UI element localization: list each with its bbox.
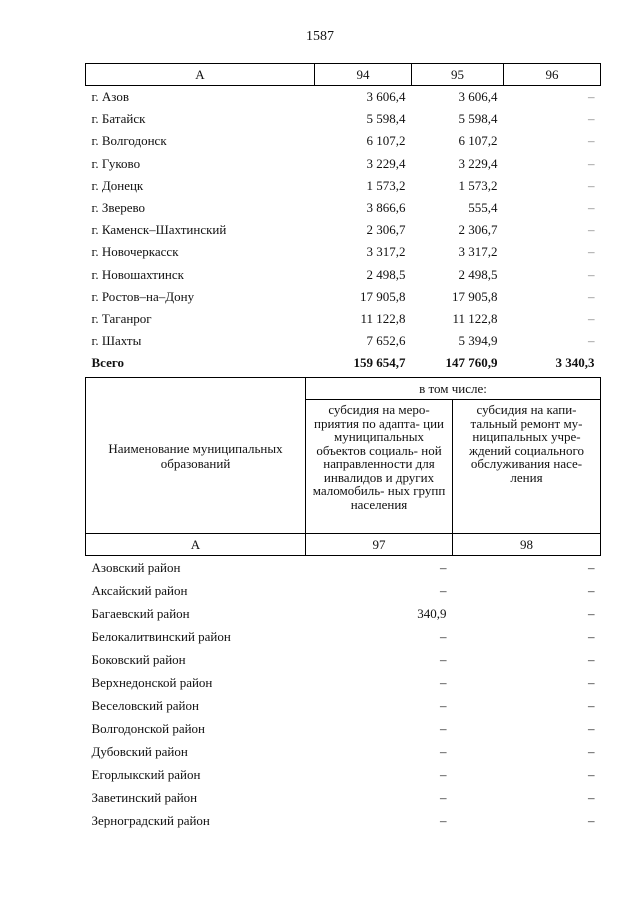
value-95: 555,4	[468, 200, 498, 216]
column-letter-a: А	[86, 534, 306, 556]
value-94: 6 107,2	[366, 133, 406, 149]
table-row	[86, 175, 601, 197]
group-header: в том числе:	[306, 378, 601, 400]
column-header-94: 94	[315, 64, 412, 86]
value-95: 5 598,4	[458, 111, 498, 127]
column-letter-97: 97	[306, 534, 453, 556]
value-97: –	[440, 743, 447, 759]
value-96: –	[588, 244, 595, 260]
value-96: –	[588, 310, 595, 326]
value-98: –	[588, 766, 595, 782]
column-header-98: субсидия на капи- тальный ремонт му- ниципальных учре- ждений социального обслуживания насе- ления	[453, 400, 601, 534]
city-name: г. Зверево	[91, 200, 146, 216]
value-95: 2 498,5	[458, 266, 498, 282]
table-row	[86, 286, 601, 308]
city-name: г. Новочеркасск	[91, 244, 179, 260]
city-name: г. Гуково	[91, 155, 141, 171]
total-label: Всего	[91, 355, 124, 371]
value-97: 340,9	[417, 605, 447, 621]
value-97: –	[440, 628, 447, 644]
value-98: –	[588, 743, 595, 759]
table-row	[86, 763, 601, 786]
table-row	[86, 648, 601, 671]
table-row	[86, 556, 601, 580]
column-header-97: субсидия на меро- приятия по адапта- ции муниципальных объектов социаль- ной направленности для инвалидов и других маломобиль- ных групп населения	[306, 400, 453, 534]
value-95: 3 317,2	[458, 244, 498, 260]
city-name: г. Волгодонск	[91, 133, 167, 149]
value-94: 3 317,2	[366, 244, 406, 260]
city-name: г. Ростов–на–Дону	[91, 288, 195, 304]
value-95: 2 306,7	[458, 222, 498, 238]
district-name: Азовский район	[91, 559, 181, 575]
value-98: –	[588, 697, 595, 713]
value-98: –	[588, 605, 595, 621]
table-row	[86, 717, 601, 740]
value-94: 3 866,6	[366, 200, 406, 216]
city-name: г. Шахты	[91, 333, 142, 349]
district-name: Верхнедонской район	[91, 674, 213, 690]
table-row	[86, 108, 601, 130]
table-row	[86, 579, 601, 602]
table-header-row	[86, 64, 601, 86]
table-row	[86, 625, 601, 648]
value-94: 17 905,8	[360, 288, 406, 304]
table-row	[86, 809, 601, 832]
value-97: –	[440, 766, 447, 782]
district-subsidy-table	[85, 377, 601, 832]
total-value-94: 159 654,7	[353, 355, 406, 371]
table-row	[86, 153, 601, 175]
value-98: –	[588, 559, 595, 575]
district-name: Егорлыкский район	[91, 766, 201, 782]
city-name: г. Азов	[91, 89, 129, 105]
value-97: –	[440, 651, 447, 667]
district-name: Багаевский район	[91, 605, 190, 621]
value-94: 2 498,5	[366, 266, 406, 282]
value-94: 3 606,4	[366, 89, 406, 105]
value-96: –	[588, 177, 595, 193]
district-name: Зерноградский район	[91, 812, 210, 828]
value-94: 5 598,4	[366, 111, 406, 127]
value-98: –	[588, 582, 595, 598]
value-97: –	[440, 720, 447, 736]
table-row	[86, 241, 601, 263]
value-97: –	[440, 674, 447, 690]
value-98: –	[588, 651, 595, 667]
value-94: 3 229,4	[366, 155, 406, 171]
value-96: –	[588, 288, 595, 304]
value-98: –	[588, 628, 595, 644]
value-98: –	[588, 789, 595, 805]
city-subsidy-table	[85, 63, 601, 374]
column-letter-98: 98	[453, 534, 601, 556]
value-95: 6 107,2	[458, 133, 498, 149]
table-row	[86, 86, 601, 109]
value-95: 3 606,4	[458, 89, 498, 105]
district-name: Заветинский район	[91, 789, 198, 805]
value-94: 11 122,8	[360, 310, 406, 326]
table-row	[86, 786, 601, 809]
total-value-96: 3 340,3	[555, 355, 595, 371]
total-value-95: 147 760,9	[445, 355, 498, 371]
city-name: г. Батайск	[91, 111, 146, 127]
district-name: Боковский район	[91, 651, 186, 667]
column-header-96: 96	[504, 64, 601, 86]
table-row	[86, 602, 601, 625]
value-95: 3 229,4	[458, 155, 498, 171]
column-letters-row	[86, 534, 601, 556]
table-row	[86, 308, 601, 330]
value-97: –	[440, 789, 447, 805]
value-94: 7 652,6	[366, 333, 406, 349]
column-header-a: А	[86, 64, 315, 86]
district-name: Дубовский район	[91, 743, 188, 759]
value-96: –	[588, 89, 595, 105]
value-94: 2 306,7	[366, 222, 406, 238]
city-name: г. Таганрог	[91, 310, 152, 326]
value-97: –	[440, 812, 447, 828]
district-name: Волгодонской район	[91, 720, 206, 736]
table-row	[86, 197, 601, 219]
page-number: 1587	[306, 29, 334, 44]
group-header-row	[86, 378, 601, 400]
district-name: Аксайский район	[91, 582, 188, 598]
city-name: г. Новошахтинск	[91, 266, 184, 282]
value-98: –	[588, 674, 595, 690]
table-row	[86, 694, 601, 717]
value-97: –	[440, 559, 447, 575]
value-95: 5 394,9	[458, 333, 498, 349]
total-row	[86, 352, 601, 374]
value-96: –	[588, 133, 595, 149]
value-96: –	[588, 155, 595, 171]
table-row	[86, 330, 601, 352]
value-96: –	[588, 222, 595, 238]
city-name: г. Донецк	[91, 177, 144, 193]
value-98: –	[588, 720, 595, 736]
value-96: –	[588, 200, 595, 216]
value-96: –	[588, 111, 595, 127]
value-97: –	[440, 582, 447, 598]
value-95: 11 122,8	[452, 310, 498, 326]
table-row	[86, 219, 601, 241]
value-94: 1 573,2	[366, 177, 406, 193]
value-97: –	[440, 697, 447, 713]
table-row	[86, 740, 601, 763]
value-95: 17 905,8	[452, 288, 498, 304]
district-name: Веселовский район	[91, 697, 199, 713]
value-96: –	[588, 266, 595, 282]
value-95: 1 573,2	[458, 177, 498, 193]
value-98: –	[588, 812, 595, 828]
column-header-95: 95	[412, 64, 504, 86]
value-96: –	[588, 333, 595, 349]
name-column-header: Наименование муниципальных образований	[86, 378, 306, 534]
table-row	[86, 130, 601, 152]
city-name: г. Каменск–Шахтинский	[91, 222, 227, 238]
table-row	[86, 264, 601, 286]
table-row	[86, 671, 601, 694]
district-name: Белокалитвинский район	[91, 628, 231, 644]
